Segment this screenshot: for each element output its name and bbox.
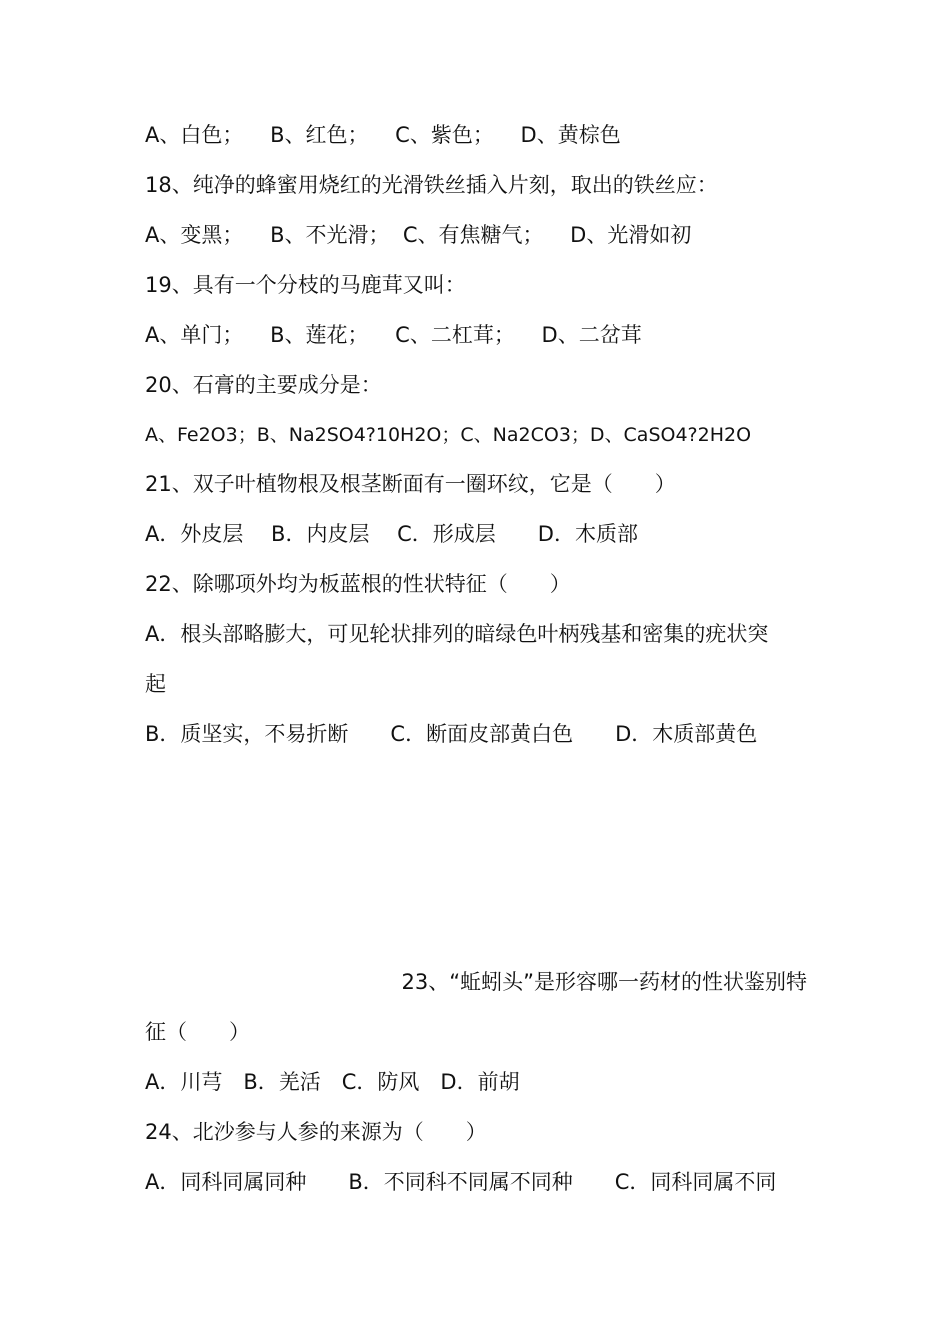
q18-options: A、变黑； B、不光滑； C、有焦糖气； D、光滑如初 [145,223,692,247]
q19-options: A、单门； B、莲花； C、二杠茸； D、二岔茸 [145,323,642,347]
q23-options: A．川芎 B．羌活 C．防风 D．前胡 [145,1070,520,1094]
q19-question: 19、具有一个分枝的马鹿茸又叫： [145,273,466,297]
q22-question: 22、除哪项外均为板蓝根的性状特征（ ） [145,572,571,596]
q23-question: 23、“蚯蚓头”是形容哪一药材的性状鉴别特 [401,970,807,994]
q17-options: A、白色； B、红色； C、紫色； D、黄棕色 [145,123,621,147]
q21-options: A．外皮层 B．内皮层 C．形成层 D．木质部 [145,522,638,546]
q24-question: 24、北沙参与人参的来源为（ ） [145,1120,487,1144]
q24-options: A．同科同属同种 B．不同科不同属不同种 C．同科同属不同 [145,1170,777,1194]
q22-option-a: A．根头部略膨大，可见轮状排列的暗绿色叶柄残基和密集的疣状突 [145,622,769,646]
q21-question: 21、双子叶植物根及根茎断面有一圈环纹，它是（ ） [145,472,676,496]
q20-options: A、Fe2O3；B、Na2SO4?10H2O；C、Na2CO3；D、CaSO4?2H2O [145,424,752,446]
q22-options-bcd: B．质坚实，不易折断 C．断面皮部黄白色 D．木质部黄色 [145,722,758,746]
q23-question-cont: 征（ ） [145,1020,250,1044]
q22-option-a-cont: 起 [145,672,166,696]
q18-question: 18、纯净的蜂蜜用烧红的光滑铁丝插入片刻，取出的铁丝应： [145,173,718,197]
q20-question: 20、石膏的主要成分是： [145,373,382,397]
